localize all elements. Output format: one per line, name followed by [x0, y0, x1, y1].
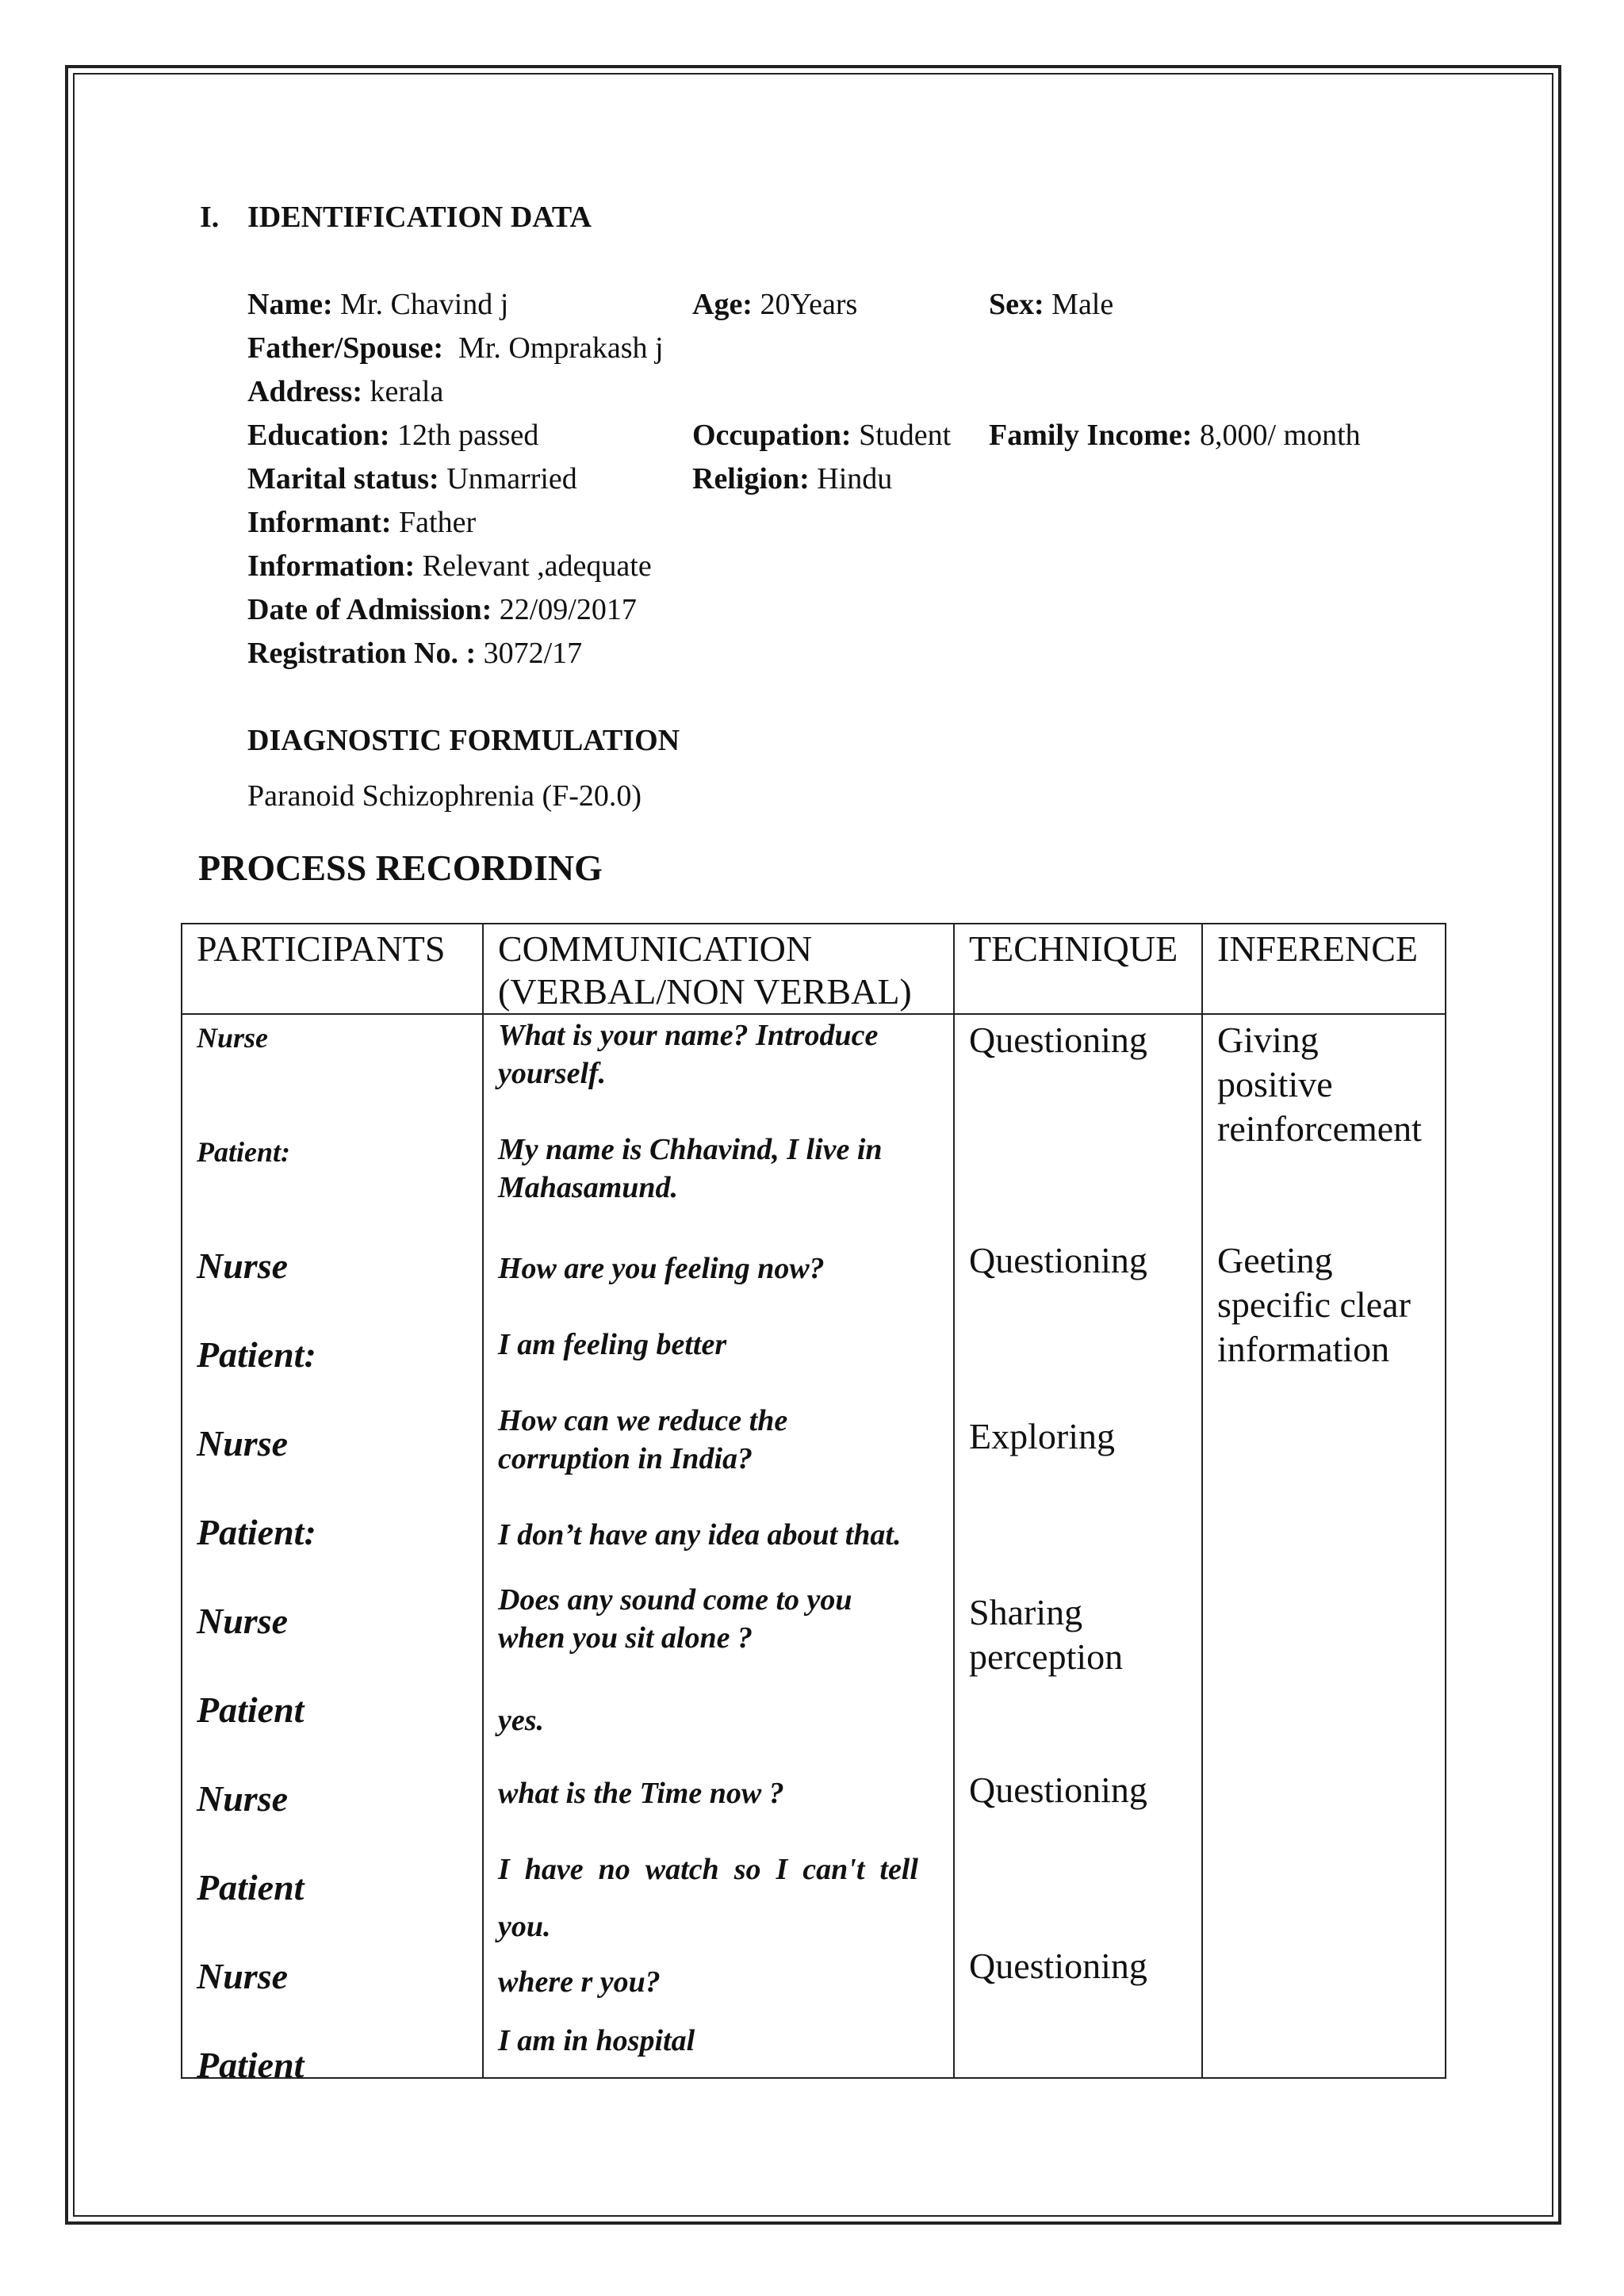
- participants-cell: [182, 1014, 483, 2085]
- participant: Nurse: [197, 1778, 289, 1819]
- header-participants: PARTICIPANTS: [182, 924, 483, 1014]
- inference-cell: [1202, 1014, 1446, 2078]
- participant: Patient: [197, 1689, 304, 1730]
- communication-line: How can we reduce the: [498, 1404, 788, 1437]
- technique-line: Questioning: [969, 1020, 1147, 1060]
- field-name: Name: Mr. Chavind j: [247, 288, 509, 321]
- communication-line: when you sit alone ?: [498, 1621, 753, 1655]
- technique-line: Exploring: [969, 1416, 1115, 1456]
- field-information: Information: Relevant ,adequate: [247, 549, 652, 583]
- header-communication: COMMUNICATION (VERBAL/NON VERBAL): [483, 924, 954, 1014]
- process-recording-title: PROCESS RECORDING: [198, 848, 603, 888]
- diagnostic-heading: DIAGNOSTIC FORMULATION: [247, 724, 680, 757]
- inference-line: positive: [1217, 1064, 1333, 1104]
- header-technique: TECHNIQUE: [954, 924, 1202, 1014]
- inference-line: reinforcement: [1217, 1108, 1422, 1149]
- communication-line: corruption in India?: [498, 1442, 753, 1475]
- inference-line: specific clear: [1217, 1284, 1411, 1325]
- communication-line: My name is Chhavind, I live in: [498, 1133, 883, 1166]
- field-age: Age: 20Years: [692, 288, 858, 321]
- communication-line: yes.: [498, 1704, 545, 1737]
- participant: Nurse: [197, 1601, 289, 1641]
- communication-line: How are you feeling now?: [498, 1252, 825, 1285]
- participant: Nurse: [197, 1423, 289, 1464]
- field-education: Education: 12th passed: [247, 419, 539, 452]
- communication-line: I have no watch so I can't tell: [498, 1853, 918, 1886]
- participant: Patient:: [197, 1136, 290, 1168]
- participant: Nurse: [197, 1246, 289, 1286]
- communication-line: Mahasamund.: [498, 1171, 679, 1204]
- diagnostic-value: Paranoid Schizophrenia (F-20.0): [247, 779, 642, 813]
- field-father-spouse: Father/Spouse: Mr. Omprakash j: [247, 331, 664, 365]
- participant: Patient: [197, 2045, 304, 2085]
- field-sex: Sex: Male: [989, 288, 1114, 321]
- communication-line: what is the Time now ?: [498, 1777, 784, 1810]
- technique-line: perception: [969, 1636, 1124, 1677]
- field-informant: Informant: Father: [247, 506, 477, 539]
- technique-line: Questioning: [969, 1770, 1147, 1810]
- field-registration-no: Registration No. : 3072/17: [247, 637, 583, 670]
- communication-line: What is your name? Introduce: [498, 1019, 879, 1052]
- participant: Patient:: [197, 1512, 316, 1552]
- identification-heading-number: I.: [200, 201, 220, 234]
- field-date-of-admission: Date of Admission: 22/09/2017: [247, 593, 637, 626]
- technique-line: Sharing: [969, 1592, 1083, 1632]
- inference-line: Giving: [1217, 1020, 1319, 1060]
- communication-line: where r you?: [498, 1965, 661, 1999]
- communication-line: I am feeling better: [498, 1328, 727, 1361]
- field-address: Address: kerala: [247, 375, 444, 408]
- field-marital-status: Marital status: Unmarried: [247, 462, 577, 496]
- technique-cell: [954, 1014, 1202, 2078]
- participant: Nurse: [197, 1022, 269, 1054]
- identification-heading: IDENTIFICATION DATA: [247, 201, 592, 234]
- field-religion: Religion: Hindu: [692, 462, 893, 496]
- participant: Patient:: [197, 1334, 316, 1375]
- communication-line: yourself.: [498, 1057, 607, 1090]
- technique-line: Questioning: [969, 1240, 1147, 1280]
- field-family-income: Family Income: 8,000/ month: [989, 419, 1361, 452]
- inference-line: information: [1217, 1329, 1390, 1369]
- inference-line: Geeting: [1217, 1240, 1333, 1280]
- communication-line: Does any sound come to you: [498, 1583, 852, 1617]
- communication-line: I don’t have any idea about that.: [498, 1518, 902, 1552]
- participant: Patient: [197, 1867, 304, 1908]
- process-recording-table: [181, 923, 1446, 2085]
- communication-line: you.: [498, 1910, 551, 1943]
- communication-line: I am in hospital: [498, 2024, 695, 2057]
- participant: Nurse: [197, 1956, 289, 1996]
- communication-cell: [483, 1014, 954, 2078]
- field-occupation: Occupation: Student: [692, 419, 952, 452]
- technique-line: Questioning: [969, 1946, 1147, 1986]
- header-inference: INFERENCE: [1202, 924, 1446, 1014]
